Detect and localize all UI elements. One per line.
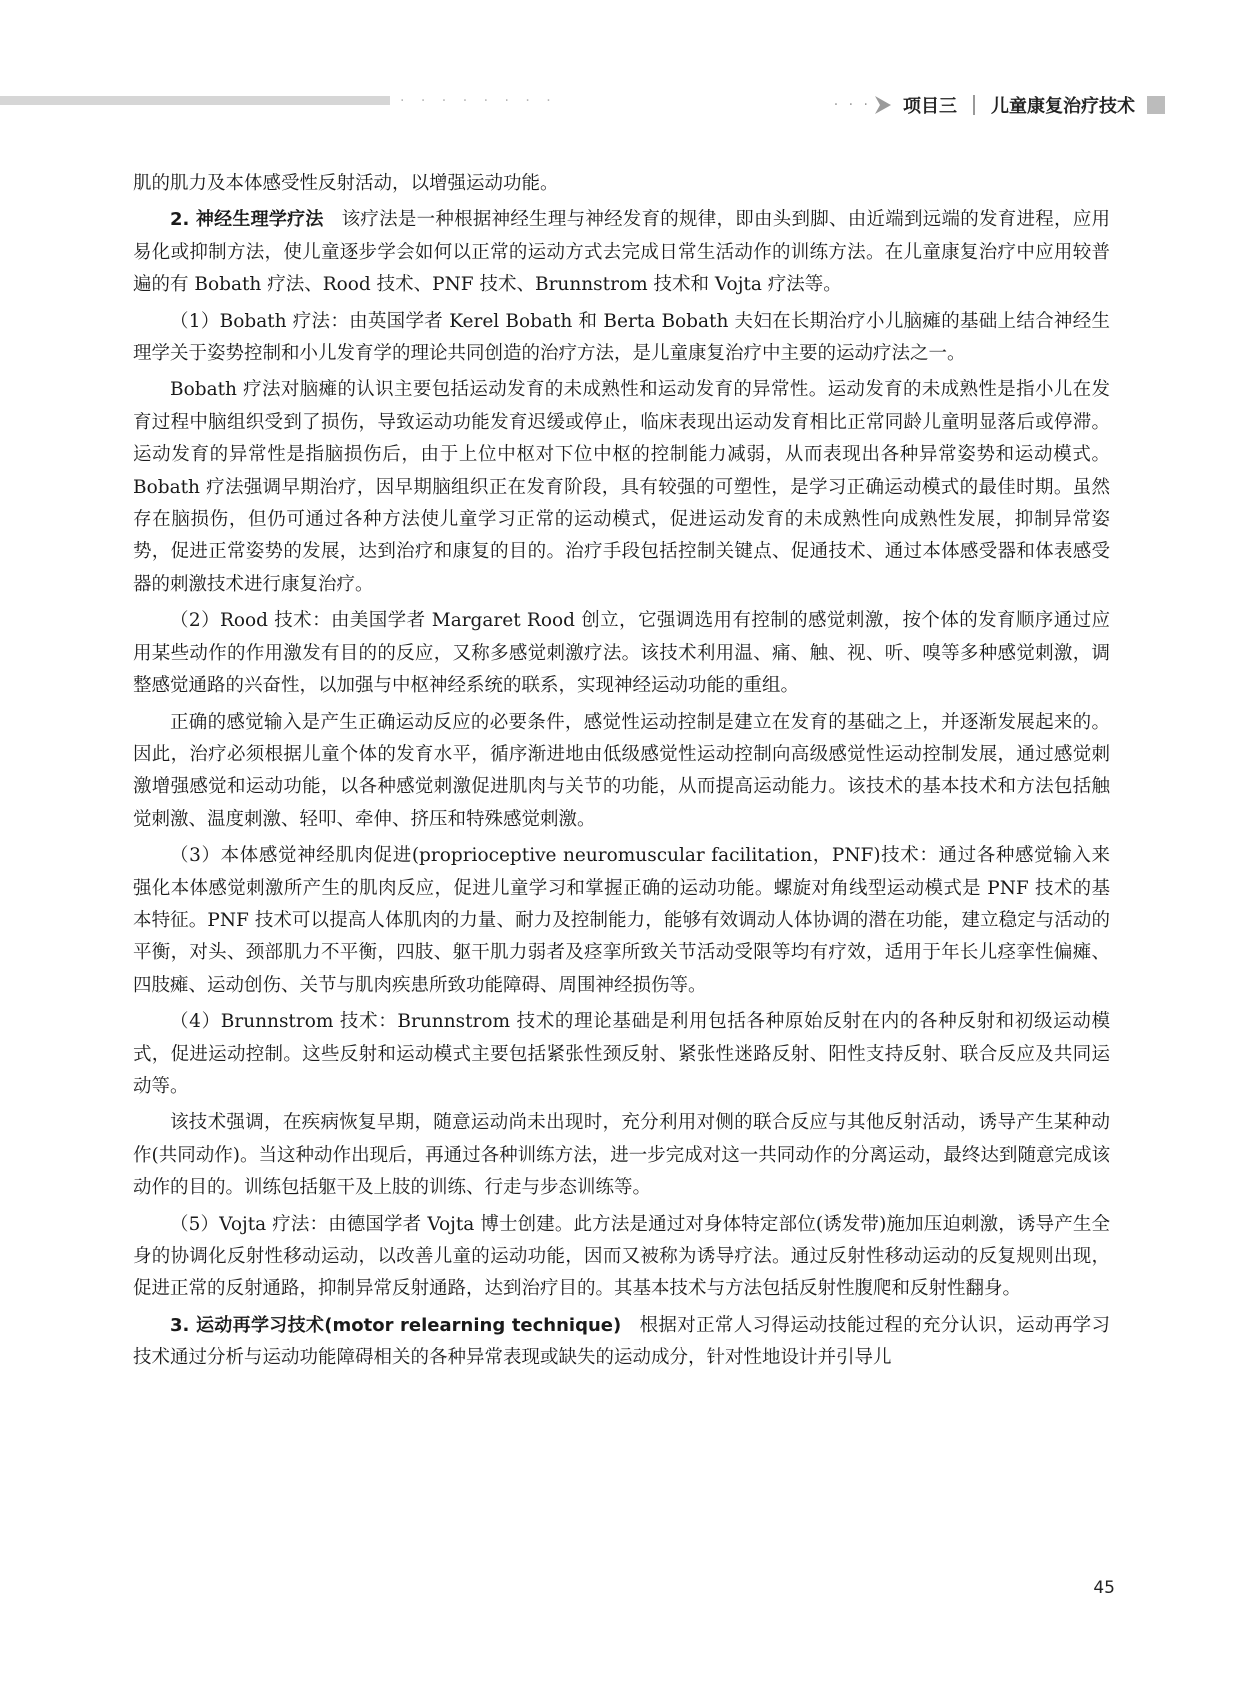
- page-body: [133, 168, 1110, 1375]
- paragraph-8: 该技术强调，在疾病恢复早期，随意运动尚未出现时，充分利用对侧的联合反应与其他反射活动，诱导产生某种动作(共同动作)。当这种动作出现后，再通过各种训练方法，进一步完成对这一共同动作的分离运动，最终达到随意完成该动作的目的。训练包括躯干及上肢的训练、行走与步态训练等。: [133, 1112, 1110, 1199]
- paragraph-1: [133, 204, 1110, 301]
- paragraph-0: 肌的肌力及本体感受性反射活动，以增强运动功能。: [133, 173, 559, 194]
- paragraph-5: 正确的感觉输入是产生正确运动反应的必要条件，感觉性运动控制是建立在发育的基础之上，并逐渐发展起来的。因此，治疗必须根据儿童个体的发育水平，循序渐进地由低级感觉性运动控制向高级感觉性运动控制发展，通过感觉刺激增强感觉和运动功能，以各种感觉刺激促进肌肉与关节的功能，从而提高运动能力。该技术的基本技术和方法包括触觉刺激、温度刺激、轻叩、牵伸、挤压和特殊感觉刺激。: [133, 711, 1110, 830]
- header-dots: · · · · · · · ·: [400, 93, 557, 109]
- chapter-number: 项目三: [903, 96, 957, 117]
- chapter-title: 儿童康复治疗技术: [991, 96, 1135, 117]
- header-decorative-bar: [0, 96, 390, 105]
- running-header: [0, 0, 1245, 130]
- paragraph-4: （2）Rood 技术：由美国学者 Margaret Rood 创立，它强调选用有控制的感觉刺激，按个体的发育顺序通过应用某些动作的作用激发有目的的反应，又称多感觉刺激疗法。该技术利用温、痛、触、视、听、嗅等多种感觉刺激，调整感觉通路的兴奋性，以加强与中枢神经系统的联系，实现神经运动功能的重组。: [133, 610, 1110, 697]
- square-marker-icon: [1147, 96, 1165, 114]
- paragraph-10-body: 根据对正常人习得运动技能过程的充分认识，运动再学习技术通过分析与运动功能障碍相关的各种异常表现或缺失的运动成分，针对性地设计并引导儿: [133, 1314, 1110, 1369]
- paragraph-3: Bobath 疗法对脑瘫的认识主要包括运动发育的未成熟性和运动发育的异常性。运动发育的未成熟性是指小儿在发育过程中脑组织受到了损伤，导致运动功能发育迟缓或停止，临床表现出运动发育相比正常同龄儿童明显落后或停滞。运动发育的异常性是指脑损伤后，由于上位中枢对下位中枢的控制能力减弱，从而表现出各种异常姿势和运动模式。Bobath 疗法强调早期治疗，因早期脑组织正在发育阶段，具有较强的可塑性，是学习正确运动模式的最佳时期。虽然存在脑损伤，但仍可通过各种方法使儿童学习正常的运动模式，促进运动发育的未成熟性向成熟性发展，抑制异常姿势，促进正常姿势的发展，达到治疗和康复的目的。治疗手段包括控制关键点、促通技术、通过本体感受器和体表感受器的刺激技术进行康复治疗。: [133, 379, 1110, 595]
- paragraph-7: （4）Brunnstrom 技术：Brunnstrom 技术的理论基础是利用包括各种原始反射在内的各种反射和初级运动模式，促进运动控制。这些反射和运动模式主要包括紧张性颈反射、紧张性迷路反射、阳性支持反射、联合反应及共同运动等。: [133, 1011, 1110, 1097]
- paragraph-2: （1）Bobath 疗法：由英国学者 Kerel Bobath 和 Berta Bobath 夫妇在长期治疗小儿脑瘫的基础上结合神经生理学关于姿势控制和小儿发育学的理论共同创造的治疗方法，是儿童康复治疗中主要的运动疗法之一。: [133, 310, 1110, 365]
- section-heading-2: 2. 神经生理学疗法: [170, 209, 324, 231]
- paragraph-9: （5）Vojta 疗法：由德国学者 Vojta 博士创建。此方法是通过对身体特定部位(诱发带)施加压迫刺激，诱导产生全身的协调化反射性移动运动，以改善儿童的运动功能，因而又被称为诱导疗法。通过反射性移动运动的反复规则出现，促进正常的反射通路，抑制异常反射通路，达到治疗目的。其基本技术与方法包括反射性腹爬和反射性翻身。: [133, 1213, 1110, 1300]
- paragraph-1-body: 该疗法是一种根据神经生理与神经发育的规律，即由头到脚、由近端到远端的发育进程，应用易化或抑制方法，使儿童逐步学会如何以正常的运动方式去完成日常生活动作的训练方法。在儿童康复治疗中应用较普遍的有 Bobath 疗法、Rood 技术、PNF 技术、Brunnstrom 技术和 Vojta 疗法等。: [133, 209, 1110, 296]
- paragraph-10: [133, 1310, 1110, 1375]
- header-chapter-label: [834, 93, 1165, 117]
- section-heading-3: 3. 运动再学习技术(motor relearning technique): [170, 1314, 622, 1336]
- header-divider: [973, 95, 975, 115]
- page-number: 45: [1093, 1578, 1115, 1598]
- header-right-dots: · · ·: [833, 97, 871, 113]
- arrow-right-icon: [875, 96, 891, 114]
- paragraph-6: （3）本体感觉神经肌肉促进(proprioceptive neuromuscular facilitation，PNF)技术：通过各种感觉输入来强化本体感觉刺激所产生的肌肉反应，促进儿童学习和掌握正确的运动功能。螺旋对角线型运动模式是 PNF 技术的基本特征。PNF 技术可以提高人体肌肉的力量、耐力及控制能力，能够有效调动人体协调的潜在功能，建立稳定与活动的平衡，对头、颈部肌力不平衡，四肢、躯干肌力弱者及痉挛所致关节活动受限等均有疗效，适用于年长儿痉挛性偏瘫、四肢瘫、运动创伤、关节与肌肉疾患所致功能障碍、周围神经损伤等。: [133, 845, 1110, 996]
